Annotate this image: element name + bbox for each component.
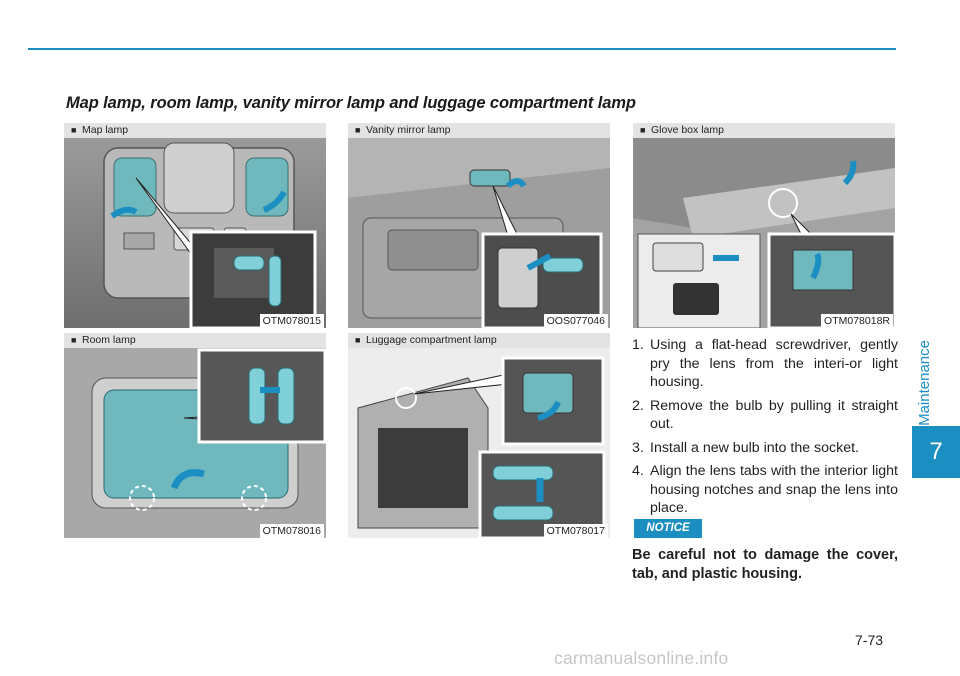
figure-caption: ■ Glove box lamp: [633, 123, 895, 138]
figure-glove-box-lamp: [633, 123, 895, 328]
figure-code: OOS077046: [544, 314, 608, 328]
figure-code: OTM078015: [260, 314, 324, 328]
step-1: 1. Using a flat-head screwdriver, gently pry the lens from the interi-or light housing.: [632, 337, 898, 390]
notice-badge: NOTICE: [634, 519, 702, 538]
chapter-tab[interactable]: 7: [912, 426, 960, 478]
step-3: 3. Install a new bulb into the socket.: [632, 439, 859, 456]
figure-luggage-compartment-lamp: [348, 333, 610, 538]
vanity-mirror-illustration: [348, 138, 610, 328]
watermark-text: carmanualsonline.info: [554, 648, 729, 668]
luggage-lamp-illustration: [348, 348, 610, 538]
glove-box-illustration: [633, 138, 895, 328]
section-heading: Map lamp, room lamp, vanity mirror lamp and luggage compartment lamp: [66, 94, 636, 112]
figure-caption: ■ Room lamp: [64, 333, 326, 348]
notice-text: Be careful not to damage the cover, tab, and plastic housing.: [632, 547, 898, 582]
figure-code: OTM078016: [260, 524, 324, 538]
map-lamp-illustration: [64, 138, 326, 328]
top-rule: [28, 48, 896, 50]
figure-vanity-mirror-lamp: [348, 123, 610, 328]
figure-code: OTM078017: [544, 524, 608, 538]
figure-room-lamp: [64, 333, 326, 538]
room-lamp-illustration: [64, 348, 326, 538]
figure-code: OTM078018R: [821, 314, 893, 328]
figure-caption: ■ Luggage compartment lamp: [348, 333, 610, 348]
page-number: 7-73: [855, 632, 884, 648]
step-4: 4. Align the lens tabs with the interior light housing notches and snap the lens into place.: [632, 463, 898, 516]
figure-map-lamp: [64, 123, 326, 328]
figure-caption: ■ Map lamp: [64, 123, 326, 138]
step-2: 2. Remove the bulb by pulling it straight out.: [632, 397, 898, 432]
figure-caption: ■ Vanity mirror lamp: [348, 123, 610, 138]
instruction-steps: [632, 336, 898, 523]
section-side-label: Maintenance: [916, 340, 933, 426]
